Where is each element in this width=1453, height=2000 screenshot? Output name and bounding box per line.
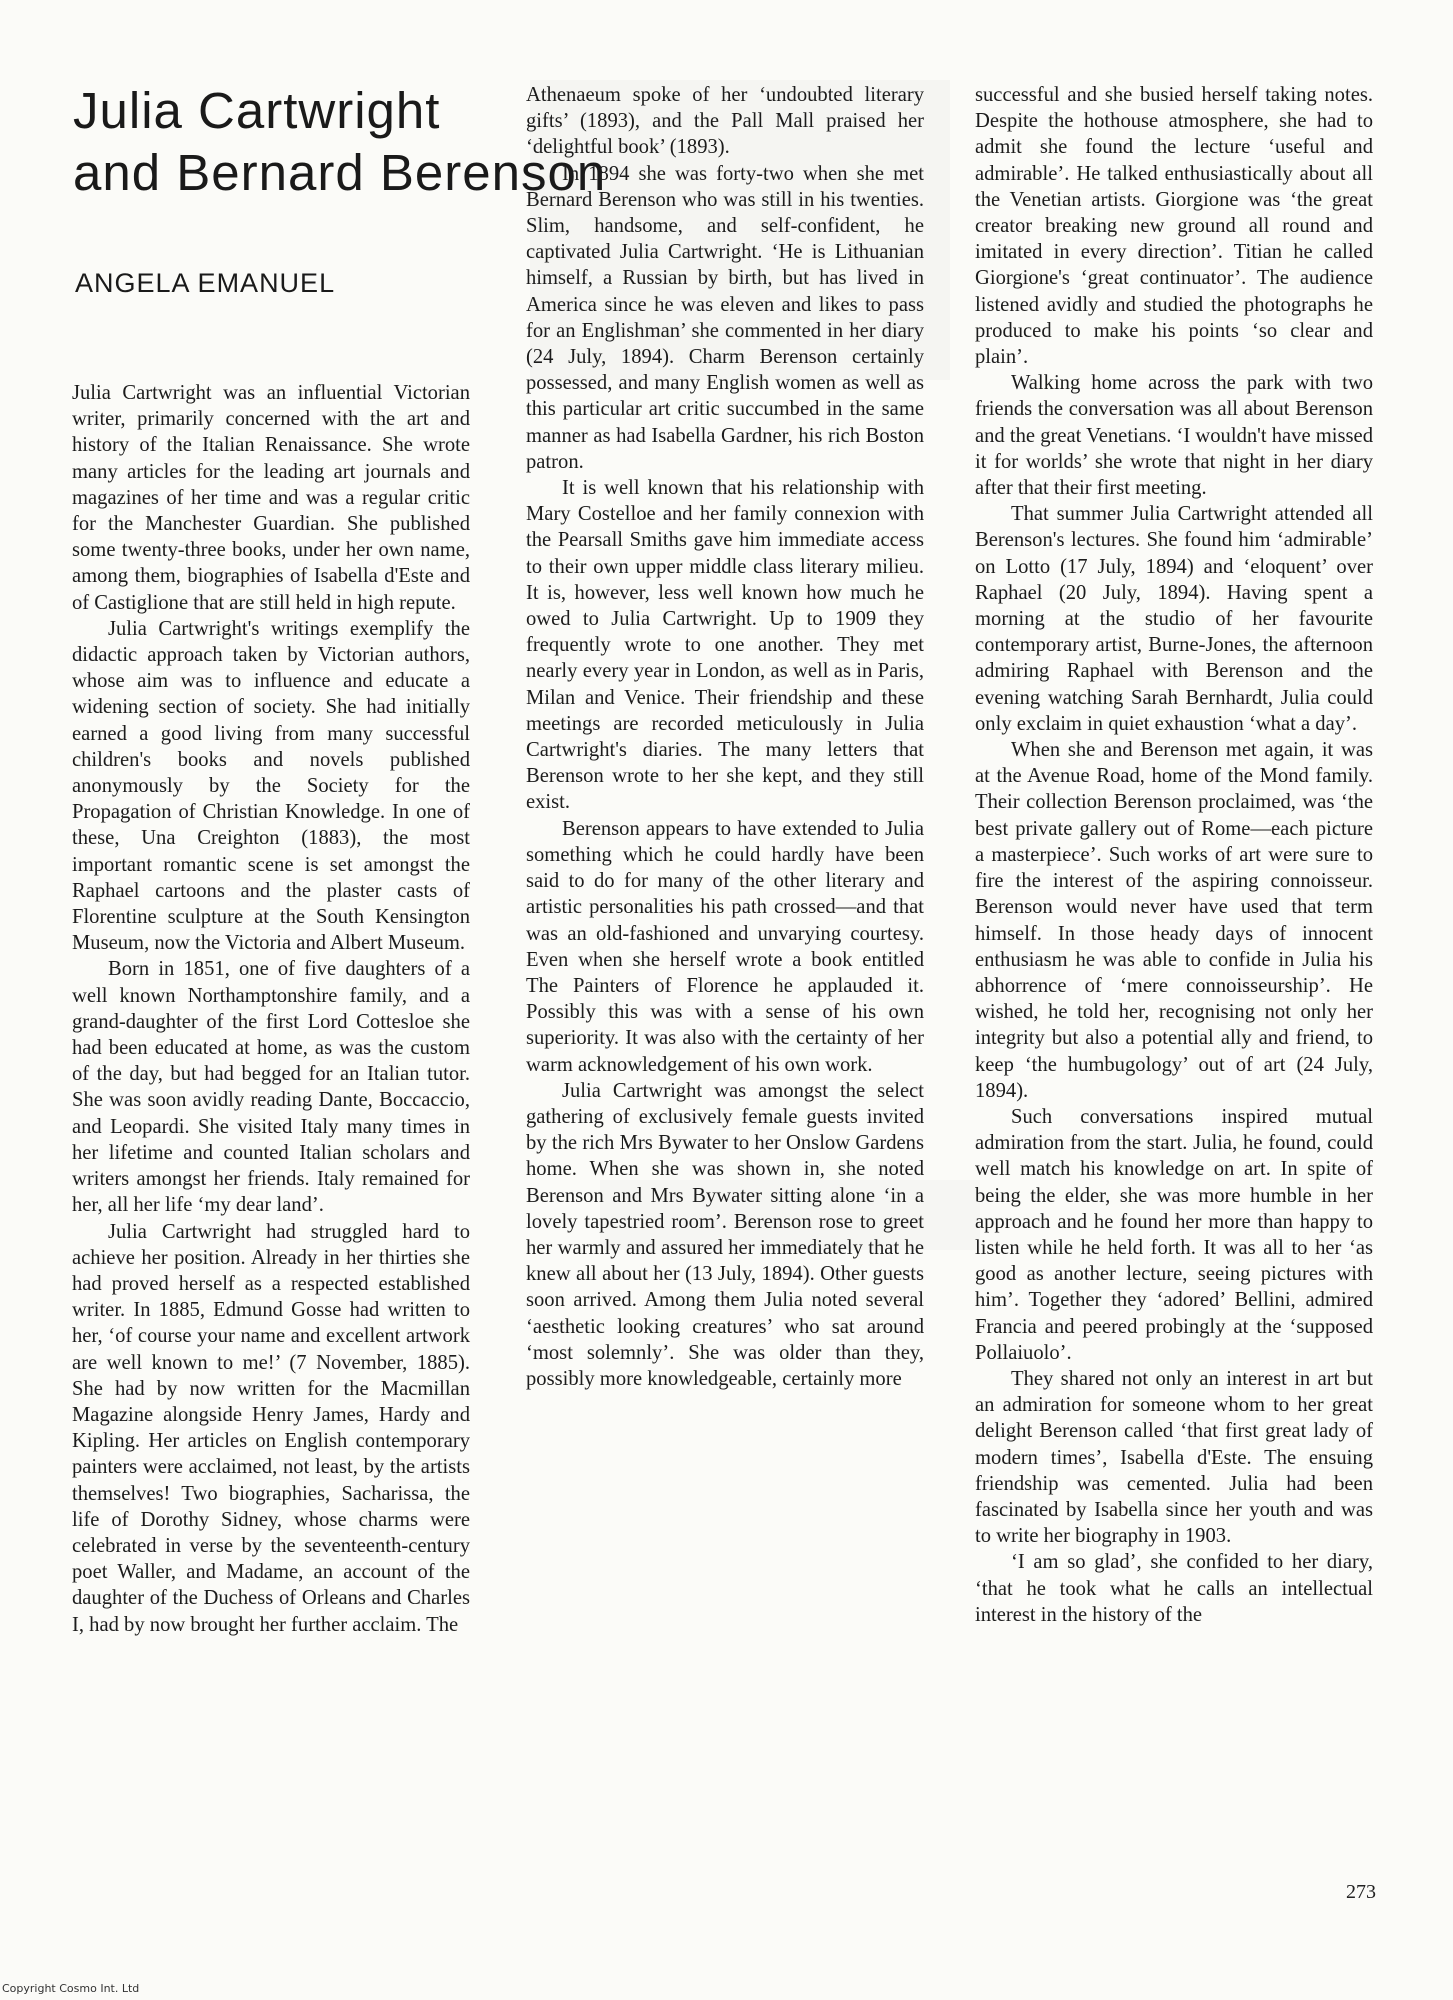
copyright-notice: Copyright Cosmo Int. Ltd: [2, 1982, 140, 1995]
paragraph: It is well known that his relationship with Mary Costelloe and her family connexion with the Pearsall Smiths gave him immediate access to their own upper middle class literary milieu. It is, however, less well known how much he owed to Julia Cartwright. Up to 1909 they frequently wrote to one another. They met nearly every year in London, as well as in Paris, Milan and Venice. Their friendship and these meetings are recorded meticulously in Julia Cartwright's diaries. The many letters that Berenson wrote to her she kept, and they still exist.: [526, 477, 924, 814]
paragraph: Born in 1851, one of five daughters of a well known Northamptonshire family, and a grand-daughter of the first Lord Cottesloe she had been educated at home, as was the custom of the day, but had begged for an Italian tutor. She was soon avidly reading Dante, Boccaccio, and Leopardi. She visited Italy many times in her lifetime and counted Italian scholars and writers amongst her friends. Italy remained for her, all her life ‘my dear land’.: [72, 958, 470, 1217]
page-number: 273: [1346, 1881, 1376, 1903]
text-column-2: [526, 82, 924, 1392]
paragraph: Julia Cartwright was an influential Victorian writer, primarily concerned with the art and history of the Italian Renaissance. She wrote many articles for the leading art journals and magazines of her time and was a regular critic for the Manchester Guardian. She published some twenty-three books, under her own name, among them, biographies of Isabella d'Este and of Castiglione that are still held in high repute.: [72, 382, 470, 614]
paragraph: Julia Cartwright had struggled hard to achieve her position. Already in her thirties she had proved herself as a respected established writer. In 1885, Edmund Gosse had written to her, ‘of course your name and excellent artwork are well known to me!’ (7 November, 1885). She had by now written for the Macmillan Magazine alongside Henry James, Hardy and Kipling. Her articles on English contemporary painters were acclaimed, not least, by the artists themselves! Two biographies, Sacharissa, the life of Dorothy Sidney, whose charms were celebrated in verse by the seventeenth-century poet Waller, and Madame, an account of the daughter of the Duchess of Orleans and Charles I, had by now brought her further acclaim. The: [72, 1220, 470, 1636]
paragraph: They shared not only an interest in art but an admiration for someone whom to her great delight Berenson called ‘that first great lady of modern times’, Isabella d'Este. The ensuing friendship was cemented. Julia had been fascinated by Isabella since her youth and was to write her biography in 1903.: [975, 1367, 1373, 1548]
text-column-1: [72, 380, 470, 1638]
paragraph: That summer Julia Cartwright attended all Berenson's lectures. She found him ‘admirable’ on Lotto (17 July, 1894) and ‘eloquent’ over Raphael (20 July, 1894). Having spent a morning at the studio of her favourite contemporary artist, Burne-Jones, the afternoon admiring Raphael with Berenson and the evening watching Sarah Bernhardt, Julia could only exclaim in quiet exhaustion ‘what a day’.: [975, 503, 1373, 735]
paragraph: Julia Cartwright was amongst the select gathering of exclusively female guests invited by the rich Mrs Bywater to her Onslow Gardens home. When she was shown in, she noted Berenson and Mrs Bywater sitting alone ‘in a lovely tapestried room’. Berenson rose to greet her warmly and assured her immediately that he knew all about her (13 July, 1894). Other guests soon arrived. Among them Julia noted several ‘aesthetic looking creatures’ who sat around ‘most solemnly’. She was older than they, possibly more knowledgeable, certainly more: [526, 1079, 924, 1390]
text-column-3: [975, 82, 1373, 1628]
paragraph: Berenson appears to have extended to Julia something which he could hardly have been said to do for many of the other literary and artistic personalities his path crossed—and that was an old-fashioned and unvarying courtesy. Even when she herself wrote a book entitled The Painters of Florence he applauded it. Possibly this was with a sense of his own superiority. It was also with the certainty of her warm acknowledgement of his own work.: [526, 817, 924, 1076]
paragraph: ‘I am so glad’, she confided to her diary, ‘that he took what he calls an intellectual interest in the history of the: [975, 1551, 1373, 1626]
paragraph: Walking home across the park with two friends the conversation was all about Berenson and the great Venetians. ‘I wouldn't have missed it for worlds’ she wrote that night in her diary after that their first meeting.: [975, 372, 1373, 500]
author-byline: ANGELA EMANUEL: [75, 268, 336, 298]
paragraph: When she and Berenson met again, it was at the Avenue Road, home of the Mond family. Their collection Berenson proclaimed, was ‘the best private gallery out of Rome—each picture a masterpiece’. Such works of art were sure to fire the interest of the aspiring connoisseur. Berenson would never have used that term himself. In those heady days of innocent enthusiasm he was able to confide in Julia his abhorrence of ‘mere connoisseurship’. He wished, he told her, recognising not only her integrity but also a potential ally and friend, to keep ‘the humbugology’ out of art (24 July, 1894).: [975, 739, 1373, 1102]
title-line-1: Julia Cartwright: [73, 82, 441, 139]
paragraph: successful and she busied herself taking notes. Despite the hothouse atmosphere, she had to admit she found the lecture ‘useful and admirable’. He talked enthusiastically about all the Venetian artists. Giorgione was ‘the great creator breaking new ground all round and imitated in every direction’. Titian he called Giorgione's ‘great continuator’. The audience listened avidly and studied the photographs he produced to make his points ‘so clear and plain’.: [975, 84, 1373, 369]
paragraph: Julia Cartwright's writings exemplify the didactic approach taken by Victorian authors, whose aim was to influence and educate a widening section of society. She had initially earned a good living from many successful children's books and novels published anonymously by the Society for the Propagation of Christian Knowledge. In one of these, Una Creighton (1883), the most important romantic scene is set amongst the Raphael cartoons and the plaster casts of Florentine sculpture at the South Kensington Museum, now the Victoria and Albert Museum.: [72, 617, 470, 955]
paragraph: Athenaeum spoke of her ‘undoubted literary gifts’ (1893), and the Pall Mall praised her ‘delightful book’ (1893).: [526, 84, 924, 159]
title-line-2: and Bernard Berenson: [73, 144, 607, 201]
paragraph: Such conversations inspired mutual admiration from the start. Julia, he found, could well match his knowledge on art. In spite of being the elder, she was more humble in her approach and he found her more than happy to listen while he held forth. It was all to her ‘as good as another lecture, seeing pictures with him’. Together they ‘adored’ Bellini, admired Francia and peered probingly at the ‘supposed Pollaiuolo’.: [975, 1105, 1373, 1364]
paragraph: In 1894 she was forty-two when she met Bernard Berenson who was still in his twenties. Slim, handsome, and self-confident, he captivated Julia Cartwright. ‘He is Lithuanian himself, a Russian by birth, but has lived in America since he was eleven and likes to pass for an Englishman’ she commented in her diary (24 July, 1894). Charm Berenson certainly possessed, and many English women as well as this particular art critic succumbed in the same manner as had Isabella Gardner, his rich Boston patron.: [526, 162, 924, 473]
